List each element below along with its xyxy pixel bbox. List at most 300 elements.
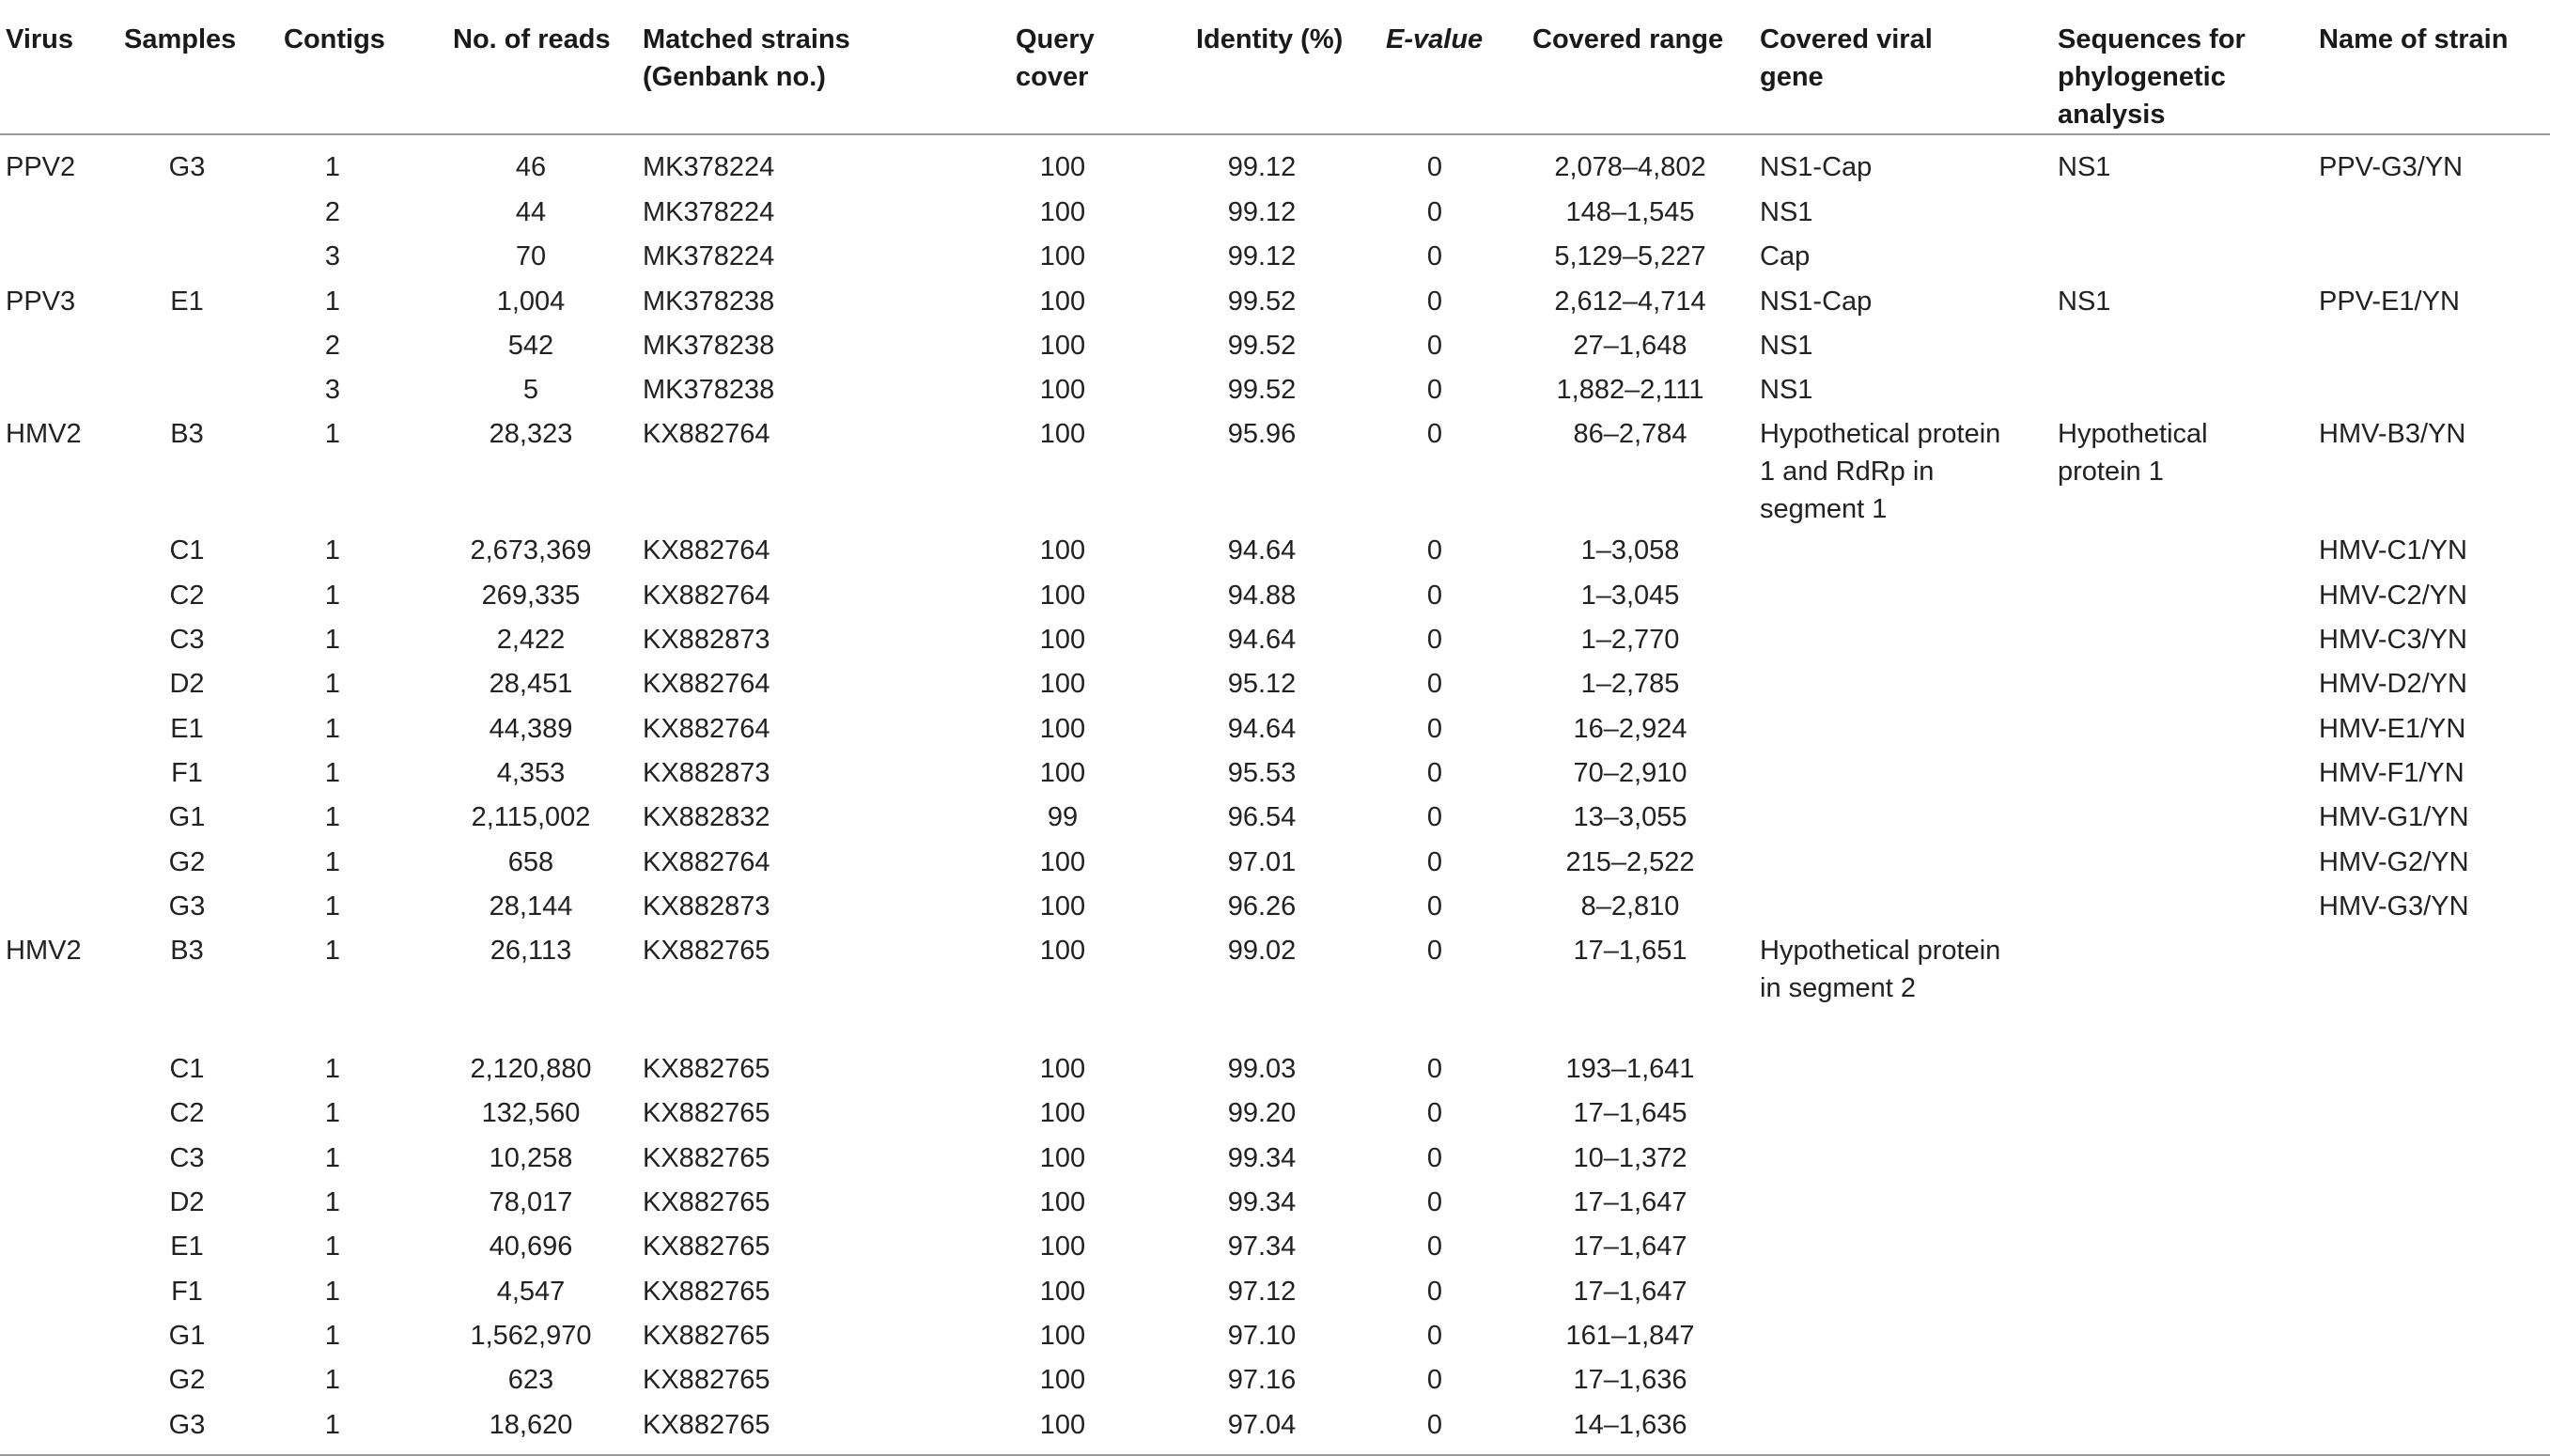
cell-virus bbox=[0, 1402, 124, 1455]
cell-sample: C2 bbox=[169, 580, 205, 611]
header-covered-viral-gene: Covered viral gene bbox=[1750, 0, 2031, 134]
cell-sample: E1 bbox=[170, 286, 204, 317]
cell-covered-range: 16–2,924 bbox=[1573, 713, 1687, 744]
cell-identity: 99.52 bbox=[1227, 286, 1297, 317]
cell-identity: 99.12 bbox=[1227, 197, 1297, 227]
cell-matched-strain: MK378238 bbox=[643, 375, 775, 406]
cell-reads: 28,323 bbox=[489, 419, 573, 450]
cell-reads: 2,673,369 bbox=[470, 535, 592, 566]
cell-identity: 99.34 bbox=[1227, 1142, 1297, 1173]
cell-virus bbox=[0, 1224, 124, 1268]
cell-strain-name bbox=[2313, 1091, 2550, 1135]
cell-e-value: 0 bbox=[1426, 330, 1443, 361]
cell-sample: G3 bbox=[168, 891, 206, 922]
cell-e-value: 0 bbox=[1426, 1054, 1443, 1085]
cell-query-cover: 100 bbox=[1039, 891, 1086, 922]
cell-phylogenetic-sequence bbox=[2031, 840, 2313, 884]
cell-strain-name bbox=[2313, 1313, 2550, 1357]
cell-virus bbox=[0, 706, 124, 751]
cell-virus: PPV2 bbox=[6, 152, 76, 182]
cell-query-cover: 100 bbox=[961, 1402, 1164, 1455]
cell-covered-range: 14–1,636 bbox=[1510, 1402, 1750, 1455]
table-row bbox=[0, 190, 2550, 234]
cell-matched-strain: KX882764 bbox=[643, 669, 770, 700]
cell-reads: 269,335 bbox=[481, 580, 581, 611]
cell-covered-range: 17–1,647 bbox=[1573, 1231, 1687, 1262]
table-row bbox=[0, 661, 2550, 705]
cell-covered-viral-gene bbox=[1750, 840, 2031, 884]
cell-matched-strain: KX882765 bbox=[643, 1187, 770, 1218]
cell-covered-range: 17–1,651 bbox=[1573, 936, 1687, 967]
cell-reads: 1,004 bbox=[496, 286, 566, 317]
table-row bbox=[0, 1136, 2550, 1180]
cell-covered-range: 1–2,785 bbox=[1580, 669, 1680, 700]
cell-contig: 1 bbox=[324, 1276, 341, 1307]
cell-virus bbox=[0, 661, 124, 705]
cell-strain-name: HMV-D2/YN bbox=[2319, 669, 2467, 700]
cell-phylogenetic-sequence bbox=[2031, 367, 2313, 411]
cell-query-cover: 100 bbox=[1039, 936, 1086, 967]
cell-virus bbox=[0, 573, 124, 617]
cell-contig: 1 bbox=[324, 1054, 341, 1085]
cell-reads: 46 bbox=[515, 152, 547, 182]
cell-covered-range: 17–1,647 bbox=[1573, 1187, 1687, 1218]
cell-query-cover: 100 bbox=[1039, 713, 1086, 744]
cell-reads: 5 bbox=[522, 375, 539, 406]
table-row bbox=[0, 1224, 2550, 1268]
cell-contig: 1 bbox=[324, 757, 341, 788]
cell-e-value: 0 bbox=[1426, 1320, 1443, 1351]
table-row bbox=[0, 751, 2550, 795]
cell-reads: 4,547 bbox=[496, 1276, 566, 1307]
cell-phylogenetic-sequence bbox=[2031, 1091, 2313, 1135]
cell-covered-viral-gene bbox=[1750, 528, 2031, 572]
cell-matched-strain: KX882764 bbox=[643, 580, 770, 611]
table-row bbox=[0, 234, 2550, 278]
table-row bbox=[0, 528, 2550, 572]
cell-phylogenetic-sequence: NS1 bbox=[2058, 152, 2111, 182]
header-query-cover: Query cover bbox=[961, 0, 1164, 134]
cell-covered-range: 1–2,770 bbox=[1580, 625, 1680, 656]
table-row bbox=[0, 1357, 2550, 1402]
cell-contig: 2 bbox=[324, 330, 341, 361]
cell-matched-strain: KX882765 bbox=[643, 1365, 770, 1396]
cell-covered-range: 8–2,810 bbox=[1580, 891, 1680, 922]
cell-phylogenetic-sequence bbox=[2031, 573, 2313, 617]
table-row bbox=[0, 1091, 2550, 1135]
cell-sample: G3 bbox=[124, 1402, 284, 1455]
cell-e-value: 0 bbox=[1360, 1402, 1510, 1455]
cell-covered-viral-gene bbox=[1750, 795, 2031, 839]
cell-query-cover: 100 bbox=[1039, 1276, 1086, 1307]
cell-contig: 1 bbox=[324, 625, 341, 656]
cell-sample: G2 bbox=[168, 846, 206, 877]
header-strain-name: Name of strain bbox=[2313, 0, 2550, 134]
header-reads: No. of reads bbox=[428, 0, 633, 134]
cell-matched-strain: MK378238 bbox=[643, 330, 775, 361]
cell-contig: 1 bbox=[324, 713, 341, 744]
cell-virus bbox=[0, 1313, 124, 1357]
cell-e-value: 0 bbox=[1426, 802, 1443, 833]
cell-covered-viral-gene bbox=[1750, 661, 2031, 705]
cell-phylogenetic-sequence bbox=[2031, 190, 2313, 234]
cell-covered-range: 5,129–5,227 bbox=[1554, 241, 1706, 272]
cell-reads: 26,113 bbox=[490, 936, 572, 967]
cell-covered-range: 1–3,058 bbox=[1580, 535, 1680, 566]
cell-identity: 96.26 bbox=[1227, 891, 1297, 922]
cell-phylogenetic-sequence: NS1 bbox=[2058, 286, 2111, 317]
table-row bbox=[0, 840, 2550, 884]
cell-strain-name bbox=[2313, 323, 2550, 367]
table-row bbox=[0, 323, 2550, 367]
cell-matched-strain: KX882765 bbox=[643, 936, 770, 967]
cell-query-cover: 100 bbox=[1039, 1054, 1086, 1085]
cell-phylogenetic-sequence bbox=[2031, 617, 2313, 661]
cell-covered-range: 215–2,522 bbox=[1565, 846, 1695, 877]
table-row bbox=[0, 367, 2550, 411]
cell-matched-strain: KX882873 bbox=[643, 891, 770, 922]
table-row bbox=[0, 279, 2550, 323]
cell-strain-name: HMV-B3/YN bbox=[2319, 419, 2466, 450]
cell-sample: G1 bbox=[168, 802, 206, 833]
cell-contig: 3 bbox=[324, 375, 341, 406]
cell-strain-name bbox=[2313, 367, 2550, 411]
cell-matched-strain: KX882764 bbox=[643, 535, 770, 566]
cell-sample: B3 bbox=[170, 936, 204, 967]
cell-phylogenetic-sequence bbox=[2031, 1046, 2313, 1091]
header-e-value-text: E-value bbox=[1386, 24, 1484, 54]
cell-e-value: 0 bbox=[1426, 419, 1443, 450]
cell-e-value: 0 bbox=[1426, 580, 1443, 611]
cell-covered-viral-gene: Hypothetical protein 1 and RdRp in segment 1 bbox=[1760, 419, 2001, 525]
cell-strain-name: HMV-G2/YN bbox=[2319, 846, 2469, 877]
cell-query-cover: 100 bbox=[1039, 846, 1086, 877]
cell-phylogenetic-sequence bbox=[2031, 928, 2313, 1046]
cell-identity: 94.88 bbox=[1227, 580, 1297, 611]
cell-phylogenetic-sequence bbox=[2031, 528, 2313, 572]
cell-matched-strain: MK378224 bbox=[643, 241, 775, 272]
cell-covered-viral-gene bbox=[1750, 1224, 2031, 1268]
cell-matched-strain: KX882764 bbox=[643, 846, 770, 877]
cell-identity: 94.64 bbox=[1227, 625, 1297, 656]
cell-contig: 1 bbox=[324, 1365, 341, 1396]
cell-covered-range: 17–1,647 bbox=[1573, 1276, 1687, 1307]
cell-e-value: 0 bbox=[1426, 1365, 1443, 1396]
header-virus: Virus bbox=[0, 0, 124, 134]
cell-e-value: 0 bbox=[1426, 241, 1443, 272]
cell-covered-viral-gene: NS1 bbox=[1760, 197, 1813, 227]
cell-matched-strain: KX882832 bbox=[643, 802, 770, 833]
cell-query-cover: 100 bbox=[1039, 1098, 1086, 1129]
cell-phylogenetic-sequence bbox=[2031, 795, 2313, 839]
cell-contig: 1 bbox=[324, 669, 341, 700]
cell-query-cover: 100 bbox=[1039, 241, 1086, 272]
cell-strain-name bbox=[2313, 1224, 2550, 1268]
table-row bbox=[0, 617, 2550, 661]
cell-covered-viral-gene bbox=[1750, 706, 2031, 751]
cell-reads: 78,017 bbox=[489, 1187, 573, 1218]
table-row bbox=[0, 134, 2550, 190]
cell-query-cover: 100 bbox=[1039, 535, 1086, 566]
cell-e-value: 0 bbox=[1426, 1187, 1443, 1218]
cell-covered-viral-gene bbox=[1750, 1180, 2031, 1224]
cell-identity: 96.54 bbox=[1227, 802, 1297, 833]
cell-strain-name bbox=[2313, 1269, 2550, 1313]
cell-matched-strain: KX882764 bbox=[643, 713, 770, 744]
cell-sample: F1 bbox=[171, 757, 203, 788]
cell-covered-range: 1–3,045 bbox=[1580, 580, 1680, 611]
cell-reads: 10,258 bbox=[489, 1142, 573, 1173]
cell-matched-strain: KX882765 bbox=[643, 1054, 770, 1085]
cell-covered-range: 2,612–4,714 bbox=[1554, 286, 1706, 317]
cell-covered-range: 148–1,545 bbox=[1565, 197, 1695, 227]
cell-e-value: 0 bbox=[1426, 625, 1443, 656]
cell-strain-name: PPV-G3/YN bbox=[2319, 152, 2464, 182]
cell-covered-range: 17–1,636 bbox=[1573, 1365, 1687, 1396]
cell-reads: 18,620 bbox=[428, 1402, 633, 1455]
cell-covered-viral-gene bbox=[1750, 1357, 2031, 1402]
cell-matched-strain: MK378238 bbox=[643, 286, 775, 317]
cell-e-value: 0 bbox=[1426, 1276, 1443, 1307]
table-row bbox=[0, 1402, 2550, 1455]
cell-reads: 70 bbox=[515, 241, 547, 272]
header-covered-range: Covered range bbox=[1510, 0, 1750, 134]
cell-identity: 95.96 bbox=[1227, 419, 1297, 450]
cell-covered-range: 2,078–4,802 bbox=[1554, 152, 1706, 182]
cell-phylogenetic-sequence bbox=[2031, 706, 2313, 751]
cell-virus bbox=[0, 751, 124, 795]
cell-contig: 1 bbox=[324, 419, 341, 450]
cell-virus bbox=[0, 234, 124, 278]
cell-query-cover: 100 bbox=[1039, 757, 1086, 788]
cell-contig: 1 bbox=[324, 1320, 341, 1351]
cell-covered-viral-gene bbox=[1750, 884, 2031, 928]
table-row bbox=[0, 795, 2550, 839]
cell-sample: G2 bbox=[168, 1365, 206, 1396]
table-row bbox=[0, 928, 2550, 1046]
cell-identity: 97.01 bbox=[1227, 846, 1297, 877]
cell-contig: 2 bbox=[324, 197, 341, 227]
cell-virus: HMV2 bbox=[6, 936, 82, 967]
cell-reads: 658 bbox=[507, 846, 554, 877]
cell-identity: 99.20 bbox=[1227, 1098, 1297, 1129]
cell-e-value: 0 bbox=[1426, 1098, 1443, 1129]
cell-covered-viral-gene bbox=[1750, 573, 2031, 617]
cell-virus bbox=[0, 795, 124, 839]
cell-reads: 623 bbox=[507, 1365, 554, 1396]
cell-covered-viral-gene: NS1 bbox=[1760, 375, 1813, 406]
cell-virus bbox=[0, 884, 124, 928]
header-matched-strains: Matched strains (Genbank no.) bbox=[633, 0, 961, 134]
cell-identity: 97.04 bbox=[1164, 1402, 1360, 1455]
table-row bbox=[0, 411, 2550, 528]
cell-sample: C1 bbox=[169, 535, 205, 566]
cell-e-value: 0 bbox=[1426, 197, 1443, 227]
cell-matched-strain: MK378224 bbox=[643, 152, 775, 182]
cell-reads: 4,353 bbox=[496, 757, 566, 788]
cell-contig: 1 bbox=[324, 286, 341, 317]
cell-sample: E1 bbox=[170, 713, 204, 744]
cell-matched-strain: KX882765 bbox=[643, 1320, 770, 1351]
cell-covered-viral-gene bbox=[1750, 617, 2031, 661]
cell-query-cover: 100 bbox=[1039, 625, 1086, 656]
cell-covered-viral-gene bbox=[1750, 1091, 2031, 1135]
table-body bbox=[0, 134, 2550, 1455]
cell-phylogenetic-sequence bbox=[2031, 661, 2313, 705]
cell-query-cover: 100 bbox=[1039, 286, 1086, 317]
cell-virus bbox=[0, 1180, 124, 1224]
cell-matched-strain: KX882765 bbox=[643, 1142, 770, 1173]
cell-strain-name: HMV-F1/YN bbox=[2319, 757, 2464, 788]
cell-strain-name: HMV-C3/YN bbox=[2319, 625, 2467, 656]
cell-strain-name bbox=[2313, 928, 2550, 1046]
header-phylogenetic-sequences: Sequences for phylogenetic analysis bbox=[2031, 0, 2313, 134]
cell-reads: 2,120,880 bbox=[470, 1054, 592, 1085]
cell-virus bbox=[0, 528, 124, 572]
cell-e-value: 0 bbox=[1426, 713, 1443, 744]
cell-e-value: 0 bbox=[1426, 535, 1443, 566]
cell-query-cover: 100 bbox=[1039, 197, 1086, 227]
cell-identity: 99.03 bbox=[1227, 1054, 1297, 1085]
cell-virus: HMV2 bbox=[6, 419, 82, 450]
cell-sample: D2 bbox=[169, 1187, 205, 1218]
cell-reads: 2,422 bbox=[496, 625, 566, 656]
table-row bbox=[0, 1180, 2550, 1224]
cell-e-value: 0 bbox=[1426, 846, 1443, 877]
cell-strain-name bbox=[2313, 1402, 2550, 1455]
cell-strain-name bbox=[2313, 190, 2550, 234]
cell-strain-name bbox=[2313, 234, 2550, 278]
cell-e-value: 0 bbox=[1426, 936, 1443, 967]
cell-sample bbox=[124, 190, 284, 234]
cell-query-cover: 100 bbox=[1039, 1142, 1086, 1173]
cell-phylogenetic-sequence bbox=[2031, 1357, 2313, 1402]
table-row bbox=[0, 573, 2550, 617]
cell-phylogenetic-sequence bbox=[2031, 884, 2313, 928]
cell-virus: PPV3 bbox=[6, 286, 76, 317]
cell-contig: 1 bbox=[324, 891, 341, 922]
cell-identity: 95.53 bbox=[1227, 757, 1297, 788]
cell-e-value: 0 bbox=[1426, 1231, 1443, 1262]
cell-identity: 97.12 bbox=[1227, 1276, 1297, 1307]
cell-query-cover: 100 bbox=[1039, 1187, 1086, 1218]
cell-virus bbox=[0, 840, 124, 884]
cell-strain-name: HMV-C1/YN bbox=[2319, 535, 2467, 566]
cell-strain-name: HMV-G1/YN bbox=[2319, 802, 2469, 833]
cell-reads: 44 bbox=[515, 197, 547, 227]
cell-phylogenetic-sequence bbox=[2031, 234, 2313, 278]
cell-phylogenetic-sequence bbox=[2031, 1402, 2313, 1455]
cell-sample: G3 bbox=[168, 152, 206, 182]
cell-strain-name: HMV-C2/YN bbox=[2319, 580, 2467, 611]
cell-e-value: 0 bbox=[1426, 1142, 1443, 1173]
cell-identity: 99.34 bbox=[1227, 1187, 1297, 1218]
cell-sample: D2 bbox=[169, 669, 205, 700]
cell-e-value: 0 bbox=[1426, 152, 1443, 182]
cell-sample: C3 bbox=[169, 625, 205, 656]
cell-identity: 94.64 bbox=[1227, 535, 1297, 566]
cell-virus bbox=[0, 323, 124, 367]
cell-e-value: 0 bbox=[1426, 375, 1443, 406]
cell-contig: 1 bbox=[324, 535, 341, 566]
cell-covered-viral-gene bbox=[1750, 751, 2031, 795]
cell-contig: 1 bbox=[324, 936, 341, 967]
cell-identity: 97.34 bbox=[1227, 1231, 1297, 1262]
table-row bbox=[0, 1313, 2550, 1357]
cell-strain-name bbox=[2313, 1357, 2550, 1402]
cell-sample bbox=[124, 234, 284, 278]
table-row bbox=[0, 1046, 2550, 1091]
cell-phylogenetic-sequence bbox=[2031, 1269, 2313, 1313]
cell-reads: 28,451 bbox=[489, 669, 573, 700]
cell-strain-name bbox=[2313, 1136, 2550, 1180]
cell-contig: 1 bbox=[324, 1187, 341, 1218]
cell-query-cover: 100 bbox=[1039, 580, 1086, 611]
cell-contig: 1 bbox=[324, 846, 341, 877]
cell-reads: 40,696 bbox=[489, 1231, 573, 1262]
cell-covered-range: 86–2,784 bbox=[1573, 419, 1687, 450]
cell-identity: 99.52 bbox=[1227, 375, 1297, 406]
cell-identity: 99.12 bbox=[1227, 152, 1297, 182]
cell-matched-strain: KX882765 bbox=[643, 1276, 770, 1307]
cell-virus bbox=[0, 1046, 124, 1091]
cell-sample bbox=[124, 323, 284, 367]
cell-matched-strain: KX882765 bbox=[643, 1098, 770, 1129]
cell-phylogenetic-sequence bbox=[2031, 1313, 2313, 1357]
table-row bbox=[0, 1269, 2550, 1313]
cell-matched-strain: KX882873 bbox=[643, 757, 770, 788]
cell-matched-strain: KX882764 bbox=[643, 419, 770, 450]
cell-sample: B3 bbox=[170, 419, 204, 450]
cell-covered-range: 193–1,641 bbox=[1565, 1054, 1695, 1085]
cell-query-cover: 100 bbox=[1039, 375, 1086, 406]
cell-query-cover: 100 bbox=[1039, 1231, 1086, 1262]
cell-matched-strain: KX882765 bbox=[633, 1402, 961, 1455]
cell-covered-viral-gene: NS1-Cap bbox=[1760, 286, 1873, 317]
cell-sample: G1 bbox=[168, 1320, 206, 1351]
cell-query-cover: 100 bbox=[1039, 419, 1086, 450]
cell-sample: C1 bbox=[169, 1054, 205, 1085]
cell-virus bbox=[0, 1091, 124, 1135]
cell-covered-range: 161–1,847 bbox=[1565, 1320, 1695, 1351]
cell-covered-viral-gene: NS1 bbox=[1760, 330, 1813, 361]
cell-sample: C2 bbox=[169, 1098, 205, 1129]
cell-contig: 1 bbox=[324, 1231, 341, 1262]
cell-strain-name bbox=[2313, 1180, 2550, 1224]
cell-contig: 1 bbox=[324, 152, 341, 182]
cell-reads: 132,560 bbox=[481, 1098, 581, 1129]
cell-e-value: 0 bbox=[1426, 891, 1443, 922]
cell-e-value: 0 bbox=[1426, 286, 1443, 317]
cell-phylogenetic-sequence bbox=[2031, 323, 2313, 367]
cell-sample: E1 bbox=[170, 1231, 204, 1262]
cell-contig: 1 bbox=[324, 1098, 341, 1129]
cell-reads: 1,562,970 bbox=[470, 1320, 592, 1351]
cell-query-cover: 100 bbox=[1039, 1320, 1086, 1351]
header-identity: Identity (%) bbox=[1164, 0, 1360, 134]
cell-phylogenetic-sequence bbox=[2031, 1224, 2313, 1268]
cell-virus bbox=[0, 367, 124, 411]
cell-phylogenetic-sequence: Hypothetical protein 1 bbox=[2058, 419, 2208, 488]
cell-reads: 542 bbox=[507, 330, 554, 361]
cell-covered-viral-gene: Cap bbox=[1760, 241, 1811, 272]
cell-virus bbox=[0, 1269, 124, 1313]
cell-covered-viral-gene: Hypothetical protein in segment 2 bbox=[1760, 936, 2001, 1004]
cell-contig: 1 bbox=[324, 802, 341, 833]
cell-sample bbox=[124, 367, 284, 411]
cell-e-value: 0 bbox=[1426, 757, 1443, 788]
cell-query-cover: 100 bbox=[1039, 669, 1086, 700]
